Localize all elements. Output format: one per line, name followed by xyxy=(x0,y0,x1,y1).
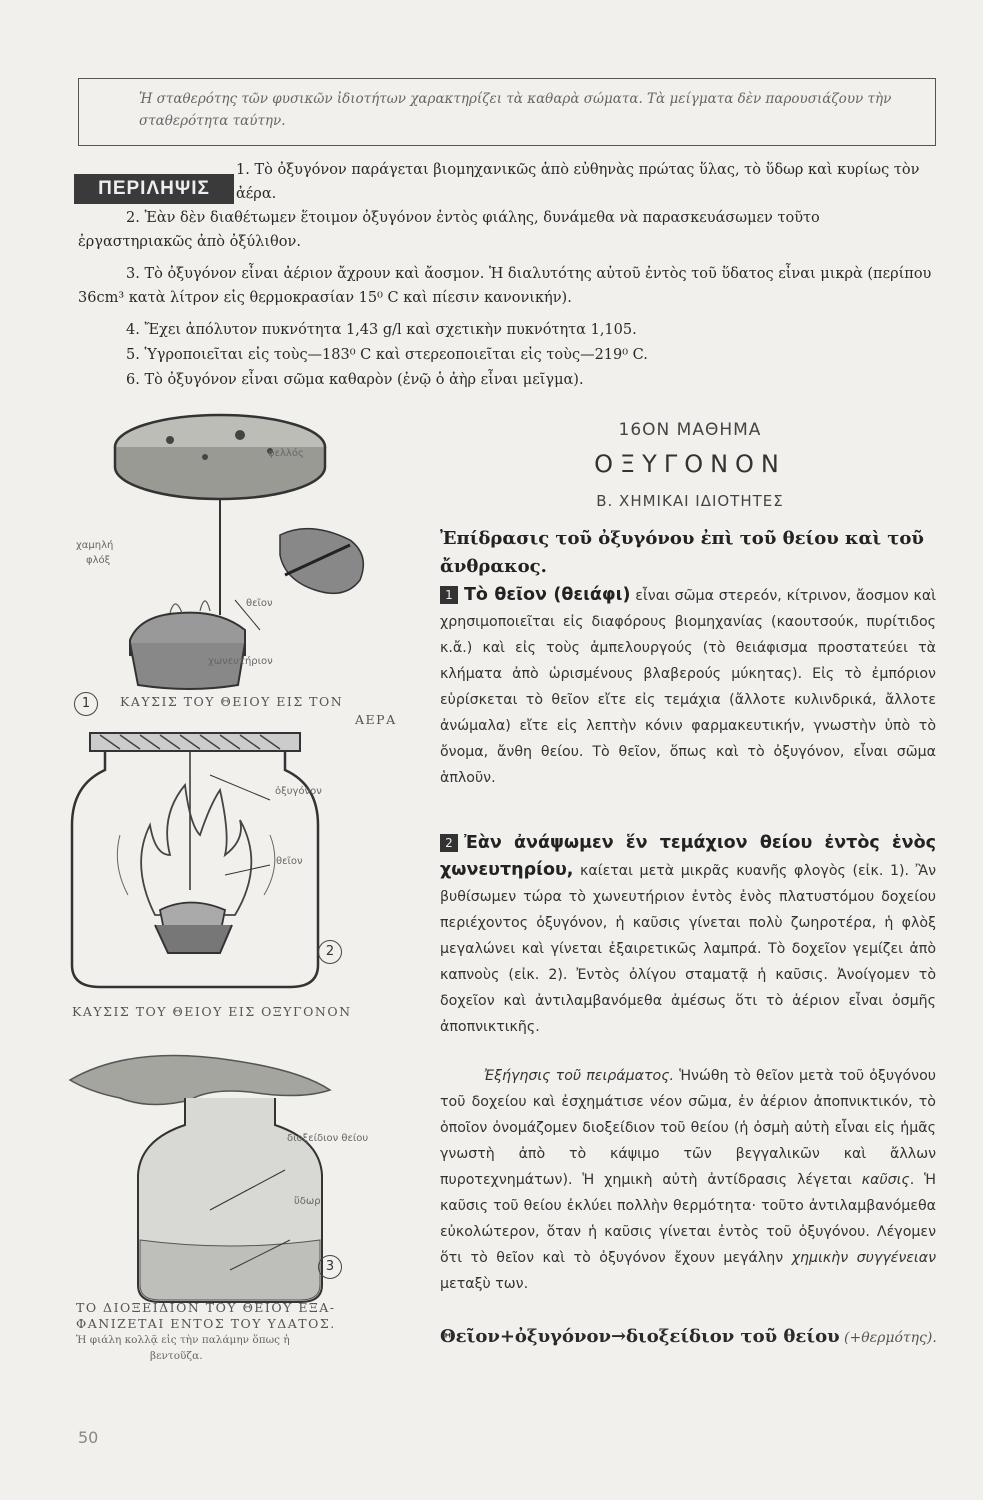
term-combustion: καῦσις xyxy=(861,1172,910,1188)
paragraph-1-text: εἶναι σῶμα στερεόν, κίτρινον, ἄοσμον καὶ χρησιμοποιεῖται εἰς διαφόρους βιομηχανίας (καουτσούκ, πυρίτιδος κ.ἄ.) καὶ εἰς τοὺς ἀμπελουργούς (τὸ θειάφισμα προστατεύει τὰ κλήματα ἀπὸ ὡρισμένους βλαβερούς μύκητας). Εἰς τὸ ἐμπόριον εὑρίσκεται τὸ θεῖον εἴτε εἰς τεμάχια (ἄλλοτε κυλινδρικά, ἄλλοτε ἀνώμαλα) εἴτε εἰς λεπτὴν κόνιν φαρμακευτικήν, γνωστὴν ὑπὸ τὸ ὄνομα, ἄνθη θείου. Τὸ θεῖον, ὅπως καὶ τὸ ὀξυγόνον, εἶναι σῶμα ἁπλοῦν. xyxy=(440,588,937,786)
paragraph-number-2: 2 xyxy=(440,834,458,852)
paragraph-2-text: καίεται μετὰ μικρᾶς κυανῆς φλογὸς (εἰκ. 1). Ἂν βυθίσωμεν τώρα τὸ χωνευτήριον ἐντὸς ἑνὸς πλατυστόμου δοχείου περιέχοντος ὀξυγόνον, ἡ καῦσις γίνεται πολὺ ζωηροτέρα, ἡ φλὸξ μεγαλώνει καὶ γίνεται ἐξαιρετικῶς λαμπρά. Τὸ δοχεῖον γεμίζει ἀπὸ καπνοὺς (εἰκ. 2). Ἐντὸς ὀλίγου σταματᾷ ἡ καῦσις. Ἀνοίγομεν τὸ δοχεῖον καὶ ἀντιλαμβανόμεθα ἀμέσως ὅτι τὸ ἀέριον εἶναι ὀσμῆς ἀποπνικτικῆς. xyxy=(440,863,936,1035)
label-low-flame-1: χαμηλή xyxy=(76,540,114,551)
summary-item-4: 4. Ἔχει ἀπόλυτον πυκνότητα 1,43 g/l καὶ σχετικὴν πυκνότητα 1,105. xyxy=(126,322,637,338)
note-text: Ἡ σταθερότης τῶν φυσικῶν ἰδιοτήτων χαρακτηρίζει τὰ καθαρὰ σώματα. Τὰ μείγματα δὲν παρουσιάζουν τὴν σταθερότητα ταύτην. xyxy=(139,91,892,129)
equation-text: Θεῖον+ὀξυγόνον→διοξείδιον τοῦ θείου xyxy=(440,1326,840,1347)
label-sulfur-1: θεῖον xyxy=(246,598,273,609)
paragraph-2 xyxy=(440,830,936,1040)
figure-1-caption-line-1: ΚΑΥΣΙΣ ΤΟΥ ΘΕΙΟΥ ΕΙΣ ΤΟΝ xyxy=(120,694,344,709)
lesson-title: ΟΞΥΓΟΝΟΝ xyxy=(594,450,786,478)
label-low-flame-2: φλόξ xyxy=(86,555,111,566)
paragraph-1 xyxy=(440,582,936,791)
paragraph-2-heading: Ἐὰν ἀνάψωμεν ἕν τεμάχιον θείου ἐντὸς ἑνὸς χωνευτηρίου, xyxy=(440,833,936,880)
page-number: 50 xyxy=(78,1428,99,1447)
explanation-text-2: . Ἡ καῦσις τοῦ θείου ἐκλύει πολλὴν θερμότητα· τοῦτο ἀντιλαμβανόμεθα εὐκολώτερον, ὅταν ἡ καῦσις γίνεται ἐντὸς τοῦ ὀξυγόνου. Λέγομεν ὅτι τὸ θεῖον καὶ τὸ ὀξυγόνον ἔχουν μεγάλην xyxy=(440,1172,936,1266)
section-title: Ἐπίδρασις τοῦ ὀξυγόνου ἐπὶ τοῦ θείου καὶ τοῦ ἄνθρακος. xyxy=(440,528,924,577)
lesson-subtitle: Β. ΧΗΜΙΚΑΙ ΙΔΙΟΤΗΤΕΣ xyxy=(596,492,784,510)
figure-1-caption-line-2: ΑΕΡΑ xyxy=(355,712,397,727)
figure-3-caption-line-2: ΦΑΝΙΖΕΤΑΙ ΕΝΤΟΣ ΤΟΥ ΥΔΑΤΟΣ. xyxy=(76,1316,336,1331)
summary-item-1: 1. Τὸ ὀξυγόνον παράγεται βιομηχανικῶς ἀπὸ εὐθηνὰς πρώτας ὕλας, τὸ ὕδωρ καὶ κυρίως τὸν ἀέρα. xyxy=(236,162,920,202)
figure-3-caption-line-4: βεντοῦζα. xyxy=(150,1350,203,1362)
label-sulfur-2: θεῖον xyxy=(276,856,303,867)
paragraph-3 xyxy=(440,1063,936,1297)
label-oxygen: ὀξυγόνον xyxy=(275,786,322,797)
paragraph-1-heading: Τὸ θεῖον (θειάφι) xyxy=(464,585,631,605)
summary-item-6: 6. Τὸ ὀξυγόνον εἶναι σῶμα καθαρὸν (ἐνῷ ὁ ἀὴρ εἶναι μεῖγμα). xyxy=(126,372,584,388)
explanation-lead: Ἐξήγησις τοῦ πειράματος. xyxy=(484,1068,675,1084)
equation-note: (+θερμότης). xyxy=(839,1330,937,1346)
label-sulfur-dioxide: διοξείδιον θείου xyxy=(287,1133,369,1144)
figure-3-number: 3 xyxy=(318,1255,342,1279)
summary-item-5: 5. Ὑγροποιεῖται εἰς τοὺς—183⁰ C καὶ στερεοποιεῖται εἰς τοὺς—219⁰ C. xyxy=(126,347,648,363)
summary-item-3: 3. Τὸ ὀξυγόνον εἶναι ἀέριον ἄχρουν καὶ ἄοσμον. Ἡ διαλυτότης αὐτοῦ ἐντὸς τοῦ ὕδατος εἶναι μικρὰ (περίπου 36cm³ κατὰ λίτρον εἰς θερμοκρασίαν 15⁰ C καὶ πίεσιν κανονικήν). xyxy=(78,266,932,306)
explanation-text-3: μεταξὺ των. xyxy=(440,1276,529,1292)
equation xyxy=(440,1324,940,1351)
note-box xyxy=(78,78,936,146)
explanation-text: Ἡνώθη τὸ θεῖον μετὰ τοῦ ὀξυγόνου τοῦ δοχείου καὶ ἐσχημάτισε νέον σῶμα, ἐν ἀέριον ἀποπνικτικόν, τὸ ὁποῖον ὀνομάζομεν διοξείδιον τοῦ θείου (ἡ ὀσμὴ αὐτὴ εἶναι εἰς ἡμᾶς γνωστὴ ἀπὸ τὸ κάψιμο τῶν βεγγαλικῶν καὶ ἄλλων πυροτεχνημάτων). Ἡ χημικὴ αὐτὴ ἀντίδρασις λέγεται xyxy=(440,1068,936,1188)
figure-1-number: 1 xyxy=(74,692,98,716)
figure-2-drawing xyxy=(60,725,420,1000)
figure-2-number: 2 xyxy=(318,940,342,964)
figure-1-drawing xyxy=(60,405,420,695)
paragraph-number-1: 1 xyxy=(440,586,458,604)
figure-2-caption: ΚΑΥΣΙΣ ΤΟΥ ΘΕΙΟΥ ΕΙΣ ΟΞΥΓΟΝΟΝ xyxy=(72,1004,352,1019)
label-crucible: χωνευτήριον xyxy=(208,656,273,667)
figure-3-drawing xyxy=(60,1040,420,1310)
lesson-number: 16ΟΝ ΜΑΘΗΜΑ xyxy=(618,420,762,440)
label-water: ὕδωρ xyxy=(294,1196,321,1207)
figure-3-caption-line-3: Ἡ φιάλη κολλᾷ εἰς τὴν παλάμην ὅπως ἡ xyxy=(76,1334,290,1346)
summary-badge: ΠΕΡΙΛΗΨΙΣ xyxy=(74,174,234,204)
figure-3-caption-line-1: ΤΟ ΔΙΟΞΕΙΔΙΟΝ ΤΟΥ ΘΕΙΟΥ ΕΞΑ- xyxy=(76,1300,336,1315)
label-cork: φελλός xyxy=(268,448,304,459)
term-affinity: χημικὴν συγγένειαν xyxy=(791,1250,936,1266)
summary-item-2: 2. Ἐὰν δὲν διαθέτωμεν ἕτοιμον ὀξυγόνον ἐντὸς φιάλης, δυνάμεθα νὰ παρασκευάσωμεν τοῦτο ἐργαστηριακῶς ἀπὸ ὀξύλιθον. xyxy=(78,210,820,250)
